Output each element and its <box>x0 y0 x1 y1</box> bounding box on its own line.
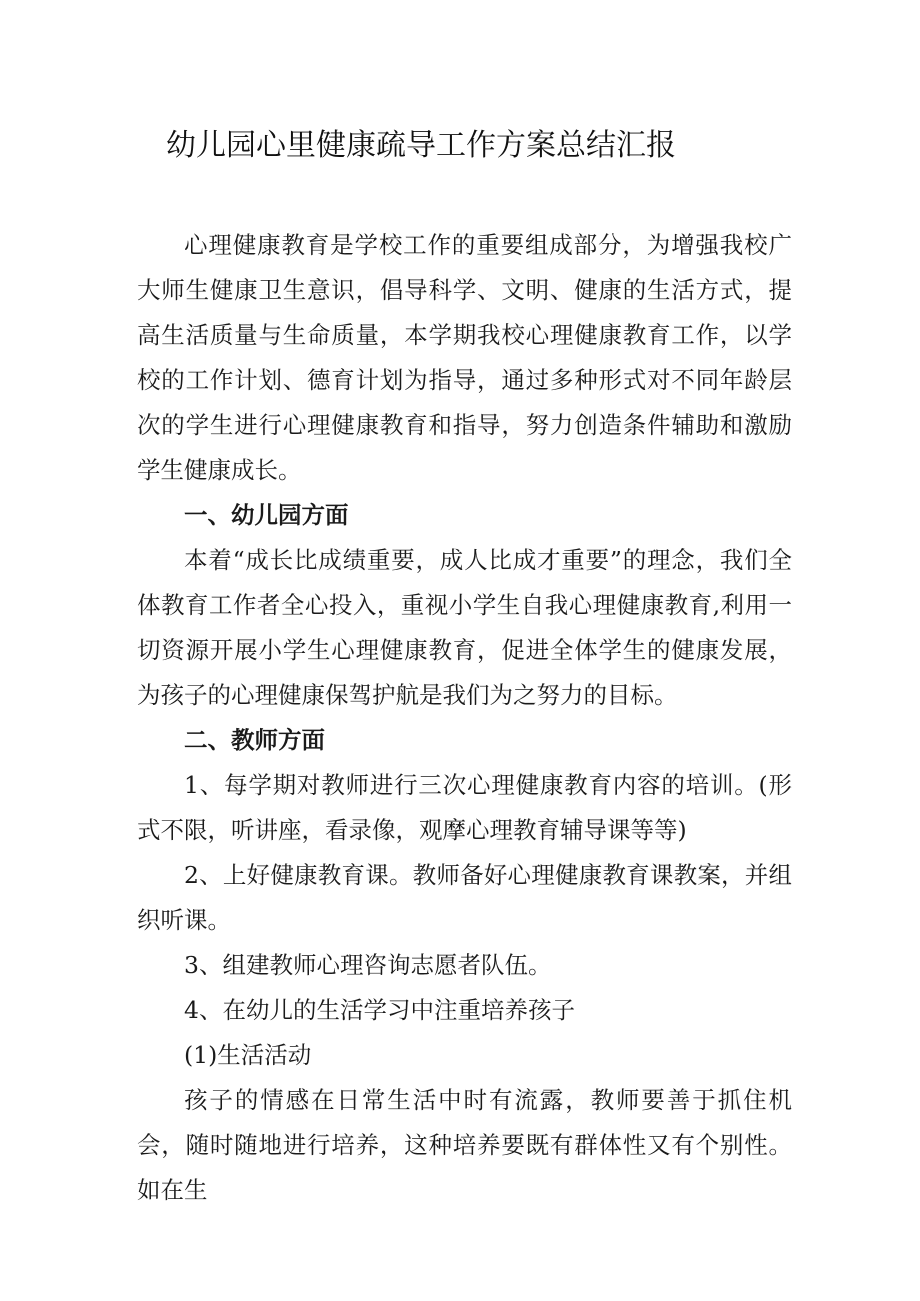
life-activities-paragraph: 孩子的情感在日常生活中时有流露，教师要善于抓住机会，随时随地进行培养，这种培养要既有群体性又有个别性。如在生 <box>137 1086 792 1204</box>
document-title: 幼儿园心里健康疏导工作方案总结汇报 <box>166 128 676 163</box>
document-body <box>137 223 792 1213</box>
intro-paragraph: 心理健康教育是学校工作的重要组成部分，为增强我校广大师生健康卫生意识，倡导科学、文明、健康的生活方式，提高生活质量与生命质量，本学期我校心理健康教育工作，以学校的工作计划、德育计划为指导，通过多种形式对不同年龄层次的学生进行心理健康教育和指导，努力创造条件辅助和激励学生健康成长。 <box>137 231 792 484</box>
section-heading-teachers: 二、教师方面 <box>184 726 325 754</box>
teacher-item-3: 3、组建教师心理咨询志愿者队伍。 <box>184 951 552 979</box>
teacher-item-2: 2、上好健康教育课。教师备好心理健康教育课教案，并组织听课。 <box>137 861 792 934</box>
teacher-item-4: 4、在幼儿的生活学习中注重培养孩子 <box>184 996 575 1024</box>
section-heading-kindergarten: 一、幼儿园方面 <box>184 501 349 529</box>
kindergarten-paragraph: 本着“成长比成绩重要，成人比成才重要”的理念，我们全体教育工作者全心投入，重视小学生自我心理健康教育,利用一切资源开展小学生心理健康教育，促进全体学生的健康发展，为孩子的心理健康保驾护航是我们为之努力的目标。 <box>137 546 792 709</box>
teacher-item-1: 1、每学期对教师进行三次心理健康教育内容的培训。(形式不限，听讲座，看录像，观摩心理教育辅导课等等) <box>137 771 792 844</box>
subheading-life-activities: (1)生活活动 <box>184 1041 312 1069</box>
